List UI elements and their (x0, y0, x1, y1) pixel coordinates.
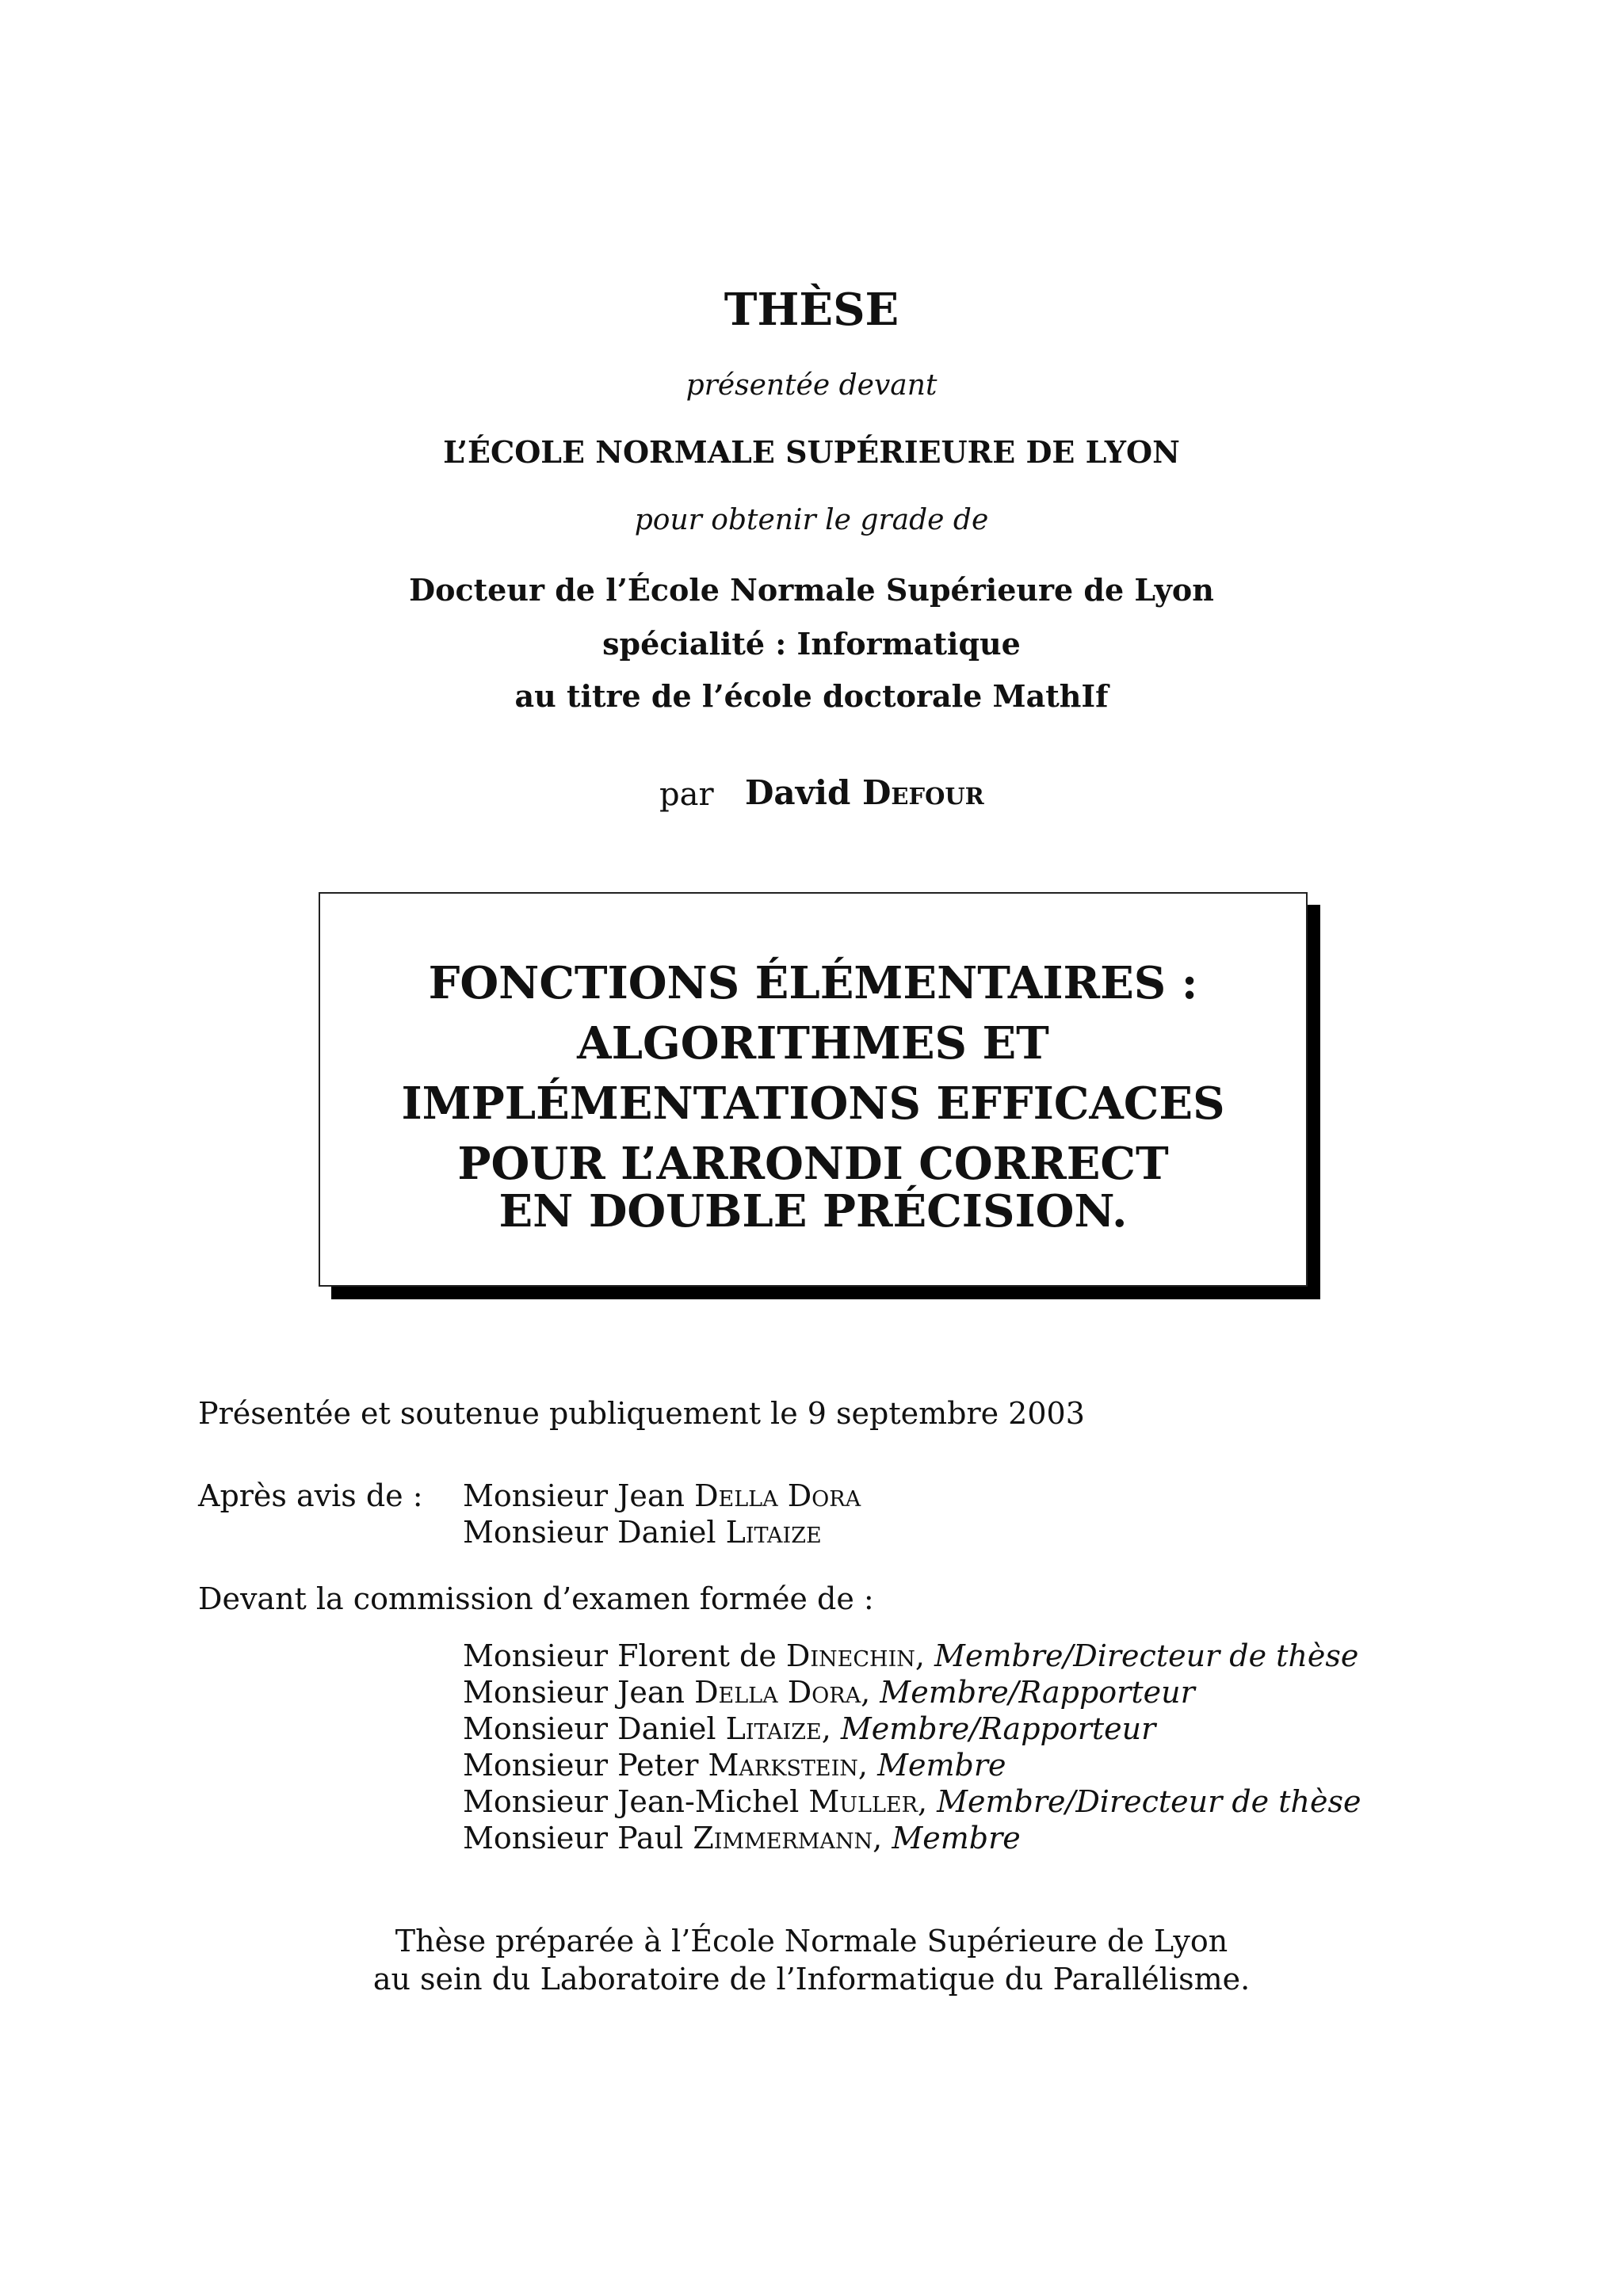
committee-member: Monsieur Peter Markstein, Membre (463, 1748, 1006, 1783)
member-prefix: Monsieur Jean (463, 1675, 685, 1710)
thesis-title-line: ALGORITHMES ET (577, 1017, 1049, 1070)
presented-before-text: présentée devant (685, 369, 938, 402)
author-first-name: David (745, 773, 851, 812)
thesis-heading: THÈSE (724, 284, 899, 336)
defense-date-text: Présentée et soutenue publiquement le 9 septembre 2003 (198, 1396, 1085, 1431)
committee-member: Monsieur Florent de Dinechin, Membre/Directeur de thèse (463, 1638, 1359, 1673)
committee-member: Monsieur Daniel Litaize, Membre/Rapporteur (463, 1711, 1156, 1746)
thesis-title-line: FONCTIONS ÉLÉMENTAIRES : (428, 957, 1198, 1009)
member-surname: Litaize (725, 1711, 822, 1746)
member-prefix: Monsieur Paul (463, 1821, 684, 1855)
member-prefix: Monsieur Jean-Michel (463, 1784, 800, 1819)
member-role: Membre (877, 1748, 1006, 1783)
member-role: Membre/Rapporteur (840, 1711, 1156, 1746)
member-prefix: Monsieur Florent de (463, 1638, 777, 1673)
degree-name: Docteur de l’École Normale Supérieure de Lyon (409, 572, 1214, 608)
committee-member: Monsieur Jean-Michel Muller, Membre/Directeur de thèse (463, 1784, 1361, 1819)
member-surname: Dinechin (785, 1638, 915, 1673)
thesis-title-line: IMPLÉMENTATIONS EFFICACES (401, 1077, 1225, 1130)
committee-member: Monsieur Paul Zimmermann, Membre (463, 1821, 1021, 1855)
doctoral-school-text: au titre de l’école doctorale MathIf (514, 678, 1109, 714)
thesis-title-box (319, 892, 1308, 1287)
reviewer-prefix: Monsieur Daniel (463, 1515, 716, 1550)
member-role: Membre/Directeur de thèse (934, 1638, 1359, 1673)
reviewer-entry (463, 1515, 822, 1550)
member-surname: Markstein (708, 1748, 858, 1783)
member-role: Membre/Rapporteur (880, 1675, 1195, 1710)
reviewer-surname: Della Dora (694, 1478, 861, 1513)
member-role: Membre (892, 1821, 1021, 1855)
member-prefix: Monsieur Daniel (463, 1711, 716, 1746)
committee-member: Monsieur Jean Della Dora, Membre/Rapporteur (463, 1675, 1195, 1710)
committee-label: Devant la commission d’examen formée de : (198, 1581, 874, 1616)
preparation-line: Thèse préparée à l’École Normale Supérieure de Lyon (395, 1924, 1228, 1958)
grade-intro-text: pour obtenir le grade de (634, 504, 989, 536)
author-name (745, 773, 984, 812)
thesis-title-line: EN DOUBLE PRÉCISION. (498, 1185, 1128, 1238)
institution-name: L’ÉCOLE NORMALE SUPÉRIEURE DE LYON (443, 434, 1180, 470)
member-role: Membre/Directeur de thèse (937, 1784, 1361, 1819)
member-prefix: Monsieur Peter (463, 1748, 699, 1783)
preparation-line: au sein du Laboratoire de l’Informatique du Parallélisme. (372, 1962, 1251, 1997)
author-prefix: par (659, 776, 714, 813)
thesis-title-line: POUR L’ARRONDI CORRECT (457, 1138, 1169, 1190)
reviewers-label: Après avis de : (198, 1478, 423, 1513)
reviewer-prefix: Monsieur Jean (463, 1478, 685, 1513)
reviewer-surname: Litaize (725, 1515, 822, 1550)
member-surname: Della Dora (694, 1675, 861, 1710)
reviewer-entry (463, 1478, 861, 1513)
specialty-text: spécialité : Informatique (602, 626, 1021, 662)
author-last-name: Defour (862, 773, 984, 812)
member-surname: Zimmermann (693, 1821, 873, 1855)
member-surname: Muller (808, 1784, 918, 1819)
